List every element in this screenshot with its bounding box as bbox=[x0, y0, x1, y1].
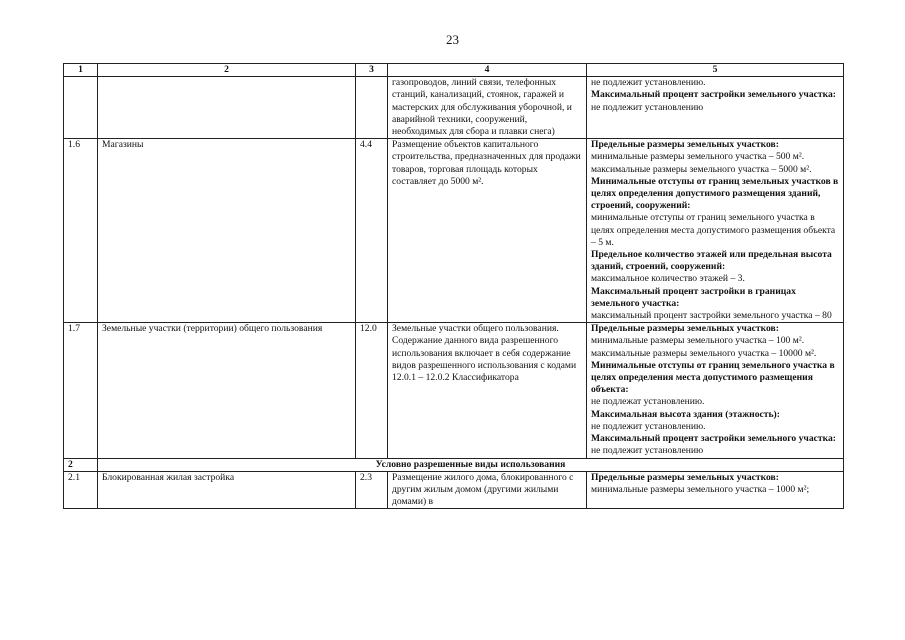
use-type-name: Земельные участки (территории) общего пользования bbox=[98, 323, 356, 458]
parameter-value: не подлежит установлению bbox=[591, 101, 704, 113]
parameter-value: не подлежит установлению. bbox=[591, 77, 706, 89]
limit-parameters bbox=[587, 323, 844, 458]
page-number: 23 bbox=[446, 32, 459, 47]
use-type-name: Блокированная жилая застройка bbox=[98, 471, 356, 509]
limit-parameters bbox=[587, 77, 844, 139]
use-description: газопроводов, линий связи, телефонных станций, канализаций, стоянок, гаражей и мастерских для обслуживания уборочной, и аварийной техники, сооружений, необходимых для сбора и плавки снега) bbox=[388, 77, 587, 139]
parameter-heading: Максимальная высота здания (этажность): bbox=[591, 408, 780, 420]
use-type-name bbox=[98, 77, 356, 139]
use-description: Размещение жилого дома, блокированного с другим жилым домом (другими жилыми домами) в bbox=[388, 471, 587, 509]
row-number: 1.7 bbox=[64, 323, 98, 458]
header-col-5: 5 bbox=[587, 64, 844, 77]
parameter-value: минимальные размеры земельного участка – 100 м². bbox=[591, 335, 805, 347]
header-col-3: 3 bbox=[356, 64, 388, 77]
row-number bbox=[64, 77, 98, 139]
table-row bbox=[64, 77, 844, 139]
parameter-value: максимальные размеры земельного участка – 5000 м². bbox=[591, 163, 812, 175]
classifier-code: 4.4 bbox=[356, 139, 388, 323]
table-row bbox=[64, 471, 844, 509]
parameter-heading: Минимальные отступы от границ земельных участков в целях определения допустимого размещения зданий, строений, сооружений: bbox=[591, 175, 839, 212]
parameter-value: максимальный процент застройки земельного участка – 80 bbox=[591, 310, 832, 322]
limit-parameters bbox=[587, 139, 844, 323]
parameter-heading: Максимальный процент застройки земельного участка: bbox=[591, 433, 836, 445]
parameter-value: максимальные размеры земельного участка – 10000 м². bbox=[591, 347, 817, 359]
parameter-heading: Предельные размеры земельных участков: bbox=[591, 471, 779, 483]
parameter-value: не подлежит установлению bbox=[591, 445, 704, 457]
parameter-heading: Предельное количество этажей или предельная высота зданий, строений, сооружений: bbox=[591, 249, 832, 273]
parameter-value: не подлежит установлению. bbox=[591, 420, 706, 432]
classifier-code bbox=[356, 77, 388, 139]
parameter-heading: Минимальные отступы от границ земельного участка в целях определения места допустимого размещения объекта: bbox=[591, 359, 835, 396]
parameter-value: минимальные отступы от границ земельного участка в целях определения места допустимого размещения объекта – 5 м. bbox=[591, 212, 836, 248]
header-col-1: 1 bbox=[64, 64, 98, 77]
parameter-value: минимальные размеры земельного участка – 500 м². bbox=[591, 151, 805, 163]
table-header-row bbox=[64, 64, 844, 77]
table-row bbox=[64, 139, 844, 323]
row-number: 1.6 bbox=[64, 139, 98, 323]
parameter-heading: Предельные размеры земельных участков: bbox=[591, 139, 779, 151]
row-number: 2.1 bbox=[64, 471, 98, 509]
parameter-heading: Предельные размеры земельных участков: bbox=[591, 323, 779, 335]
header-col-2: 2 bbox=[98, 64, 356, 77]
header-col-4: 4 bbox=[388, 64, 587, 77]
use-description: Размещение объектов капитального строительства, предназначенных для продажи товаров, торговая площадь которых составляет до 5000 м². bbox=[388, 139, 587, 323]
classifier-code: 12.0 bbox=[356, 323, 388, 458]
classifier-code: 2.3 bbox=[356, 471, 388, 509]
section-number: 2 bbox=[64, 458, 98, 471]
parameter-heading: Максимальный процент застройки в границах земельного участка: bbox=[591, 285, 796, 309]
use-description: Земельные участки общего пользования. Содержание данного вида разрешенного использования включает в себя содержание видов разрешенного использования с кодами 12.0.1 – 12.0.2 Классификатора bbox=[388, 323, 587, 458]
use-type-name: Магазины bbox=[98, 139, 356, 323]
parameter-value: не подлежат установлению. bbox=[591, 396, 705, 408]
regulations-table bbox=[63, 63, 844, 509]
parameter-value: максимальное количество этажей – 3. bbox=[591, 273, 745, 285]
table-body bbox=[64, 77, 844, 509]
section-row bbox=[64, 458, 844, 471]
table-row bbox=[64, 323, 844, 458]
limit-parameters bbox=[587, 471, 844, 509]
parameter-value: минимальные размеры земельного участка – 1000 м²; bbox=[591, 483, 810, 495]
section-title: Условно разрешенные виды использования bbox=[98, 458, 844, 471]
parameter-heading: Максимальный процент застройки земельного участка: bbox=[591, 89, 836, 101]
